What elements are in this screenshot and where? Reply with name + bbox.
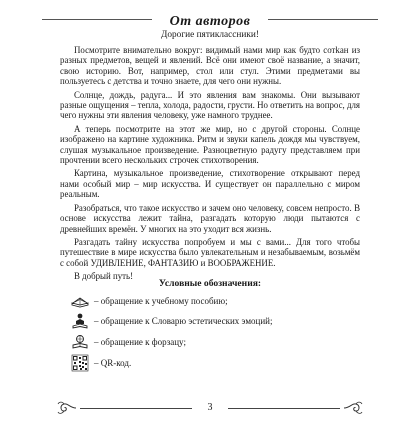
endpaper-icon (70, 333, 90, 351)
legend-heading: Условные обозначения: (158, 278, 262, 289)
page-number: 3 (207, 402, 213, 413)
qr-code-icon (70, 354, 90, 372)
greeting: Дорогие пятиклассники! (161, 30, 259, 40)
ornament-right-icon (342, 400, 364, 416)
book-icon (70, 292, 90, 310)
reader-icon (70, 312, 90, 330)
title-rule-right (268, 19, 378, 20)
legend-item-qr (70, 354, 131, 372)
paragraph: А теперь посмотрите на этот же мир, но с другой стороны. Солнце изображено на картине художника. Ритм и звуки капель дождя мы чувствуем, слушая музыкальное произведение. Разноцветную радугу представляем при прочтении всего нескольких строчек стихотворения. (60, 123, 360, 166)
title-block (42, 12, 378, 29)
page-title: От авторов (169, 14, 251, 29)
legend-item-textbook (70, 292, 228, 310)
paragraph: Разобраться, что такое искусство и зачем оно человеку, совсем непросто. В основе искусства лежит тайна, разгадать которую люди пытаются с древнейших времён. У многих на это уходит вся жизнь. (60, 202, 360, 234)
paragraph: Картина, музыкальное произведение, стихотворение открывают перед нами особый мир – мир искусства. И существует он параллельно с миром реальным. (60, 168, 360, 200)
legend-item-dictionary (70, 312, 272, 330)
footer-rule-right (228, 408, 340, 409)
legend-item-text: – QR-код. (94, 358, 132, 368)
legend-item-text: – обращение к Словарю эстетических эмоций; (94, 316, 273, 326)
legend-item-text: – обращение к форзацу; (94, 337, 186, 347)
page-footer (0, 400, 420, 416)
legend-item-endpaper (70, 333, 186, 351)
paragraph: Разгадать тайну искусства попробуем и мы с вами... Для того чтобы путешествие в мире искусства было увлекательным и незабываемым, возьмём с собой УДИВЛЕНИЕ, ФАНТАЗИЮ и ВООБРАЖЕНИЕ. (60, 236, 360, 268)
legend-item-text: – обращение к учебному пособию; (94, 296, 228, 306)
paragraph: Солнце, дождь, радуга... И это явления вам знакомы. Они вызывают разные ощущения – тепла, холода, радости, грусти. Но ответить на вопрос, для чего нужны эти явления человеку, уже намного труднее. (60, 89, 360, 121)
body-text (60, 45, 360, 285)
paragraph: Посмотрите внимательно вокруг: видимый нами мир как будто сотkан из разных предметов, вещей и явлений. Всё они имеют своё название, а значит, свою историю. Вот, например, стол или стул. Этими предметами вы пользуетесь с детства и точно знаете, для чего они нужны. (60, 45, 360, 87)
paragraph: В добрый путь! (74, 271, 134, 282)
